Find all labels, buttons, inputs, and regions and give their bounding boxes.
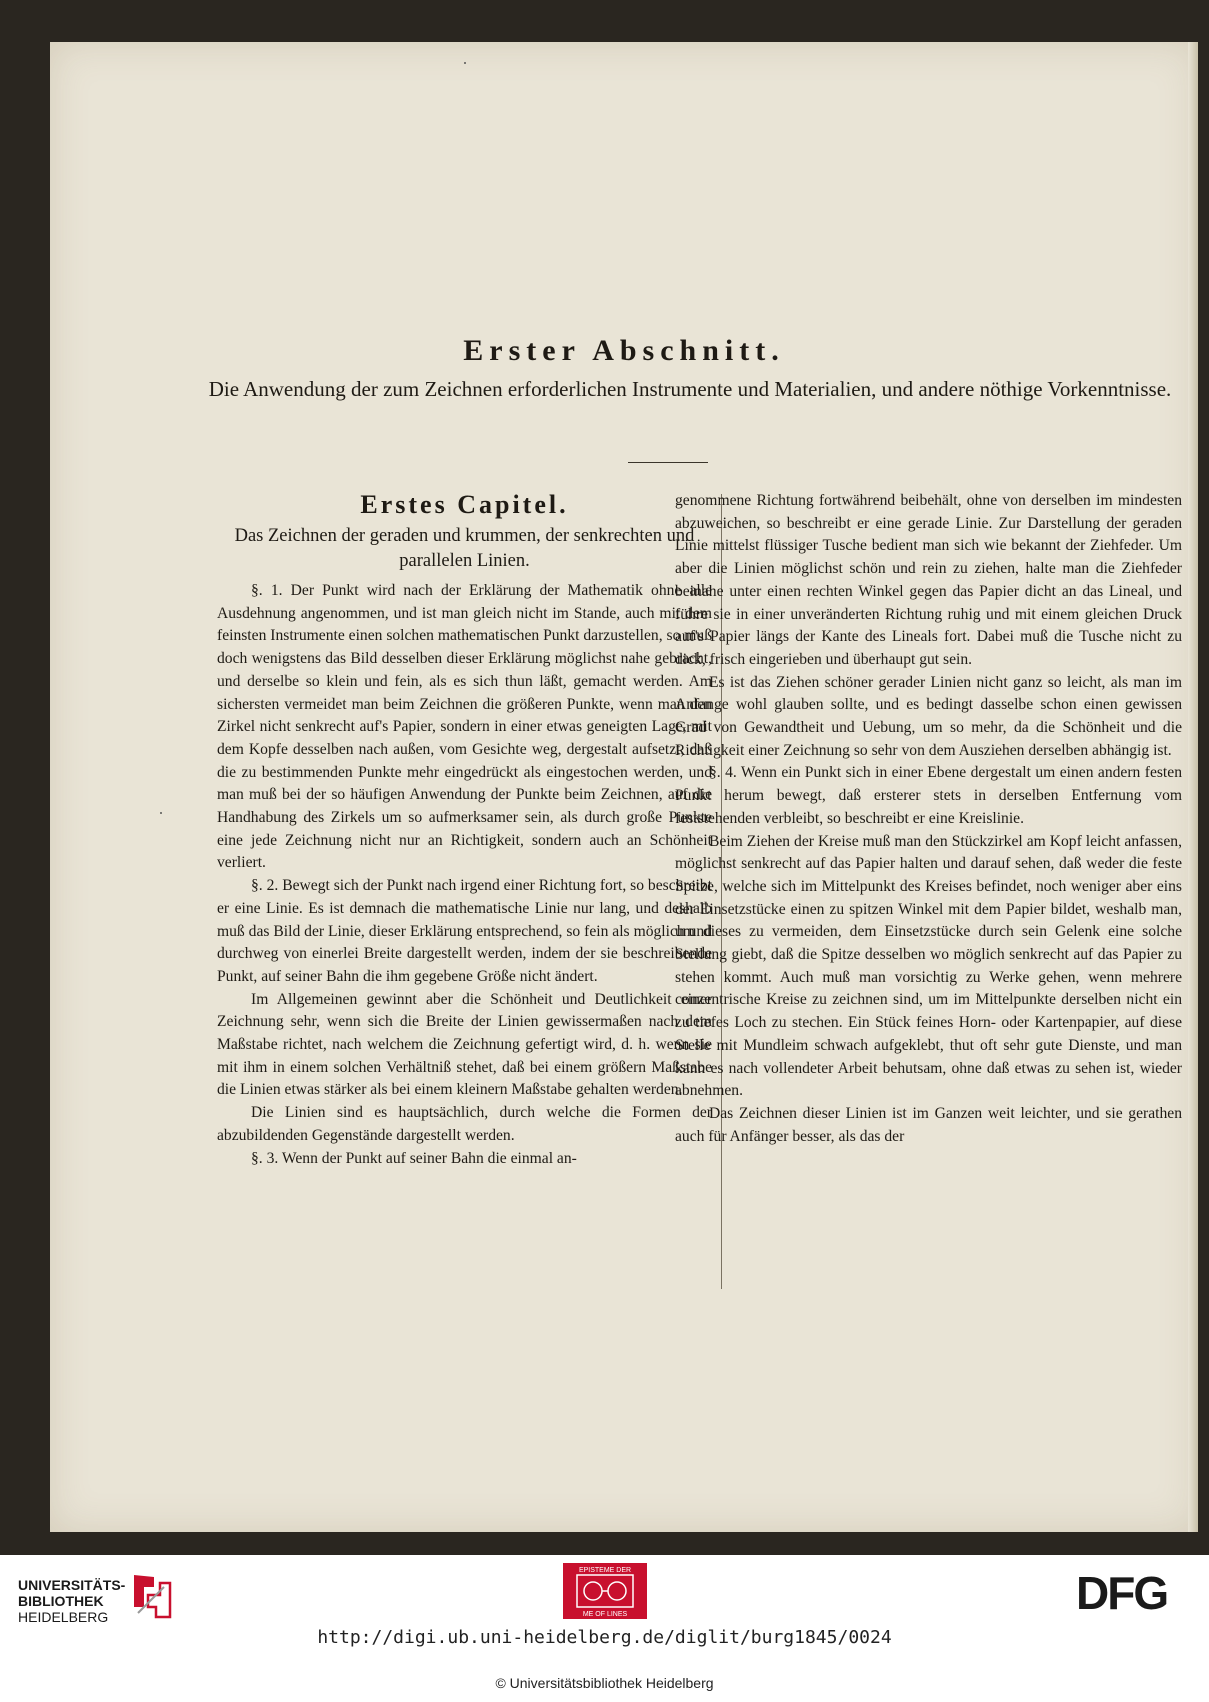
section-subtitle: Die Anwendung der zum Zeichnen erforderlichen Instrumente und Materialien, und andere nöthige Vorkenntnisse. [208,377,1172,401]
episteme-logo-top-text: EPISTEME DER [578,1567,632,1574]
permalink-url[interactable]: http://digi.ub.uni-heidelberg.de/diglit/burg1845/0024 [317,1627,892,1648]
paragraph: Die Linien sind es hauptsächlich, durch welche die Formen der abzubildenden Gegenstände dargestellt werden. [217,1104,712,1144]
section-title: Erster Abschnitt. [463,334,785,367]
library-name-line3: HEIDELBERG [18,1609,109,1625]
ink-speck [464,62,466,64]
university-library-logo[interactable] [18,1567,168,1627]
episteme-logo[interactable] [563,1563,647,1619]
title-divider-rule [628,462,708,463]
paragraph: §. 1. Der Punkt wird nach der Erklärung der Mathematik ohne alle Ausdehnung angenommen, und ist man gleich nicht im Stande, auch mit dem feinsten Instrumente einen solchen mathematischen Punkt darzustellen, so muß doch wenigstens das Bild desselben dieser Erklärung möglichst nahe gebracht, und derselbe so klein und fein, als es sich thun läßt, gemacht werden. Am sichersten vermeidet man beim Zeichnen die größeren Punkte, wenn man den Zirkel nicht senkrecht auf's Papier, sondern in einer etwas geneigten Lage, mit dem Kopfe desselben nach außen, vom Gesichte weg, dergestalt aufsetzt, daß die zu bestimmenden Punkte mehr eingedrückt als eingestochen werden, und man muß bei der so häufigen Anwendung der Punkte beim Zeichnen, auf die Handhabung des Zirkels um so aufmerksamer sein, als durch große Punkte eine jede Zeichnung nicht nur an Richtigkeit, sondern auch an Schönheit verliert. [217,582,712,872]
page-edge-shadow [1188,42,1198,1532]
episteme-logo-bottom-text: ME OF LINES [582,1611,628,1618]
book-page [50,42,1198,1532]
paragraph: §. 3. Wenn der Punkt auf seiner Bahn die einmal an- [251,1149,577,1167]
library-name-line1: UNIVERSITÄTS- [18,1577,126,1593]
chapter-title: Erstes Capitel. [360,490,569,519]
library-emblem-icon [130,1573,176,1625]
chapter-subtitle: Das Zeichnen der geraden und krummen, der senkrechten und parallelen Linien. [234,526,695,571]
paragraph: §. 4. Wenn ein Punkt sich in einer Ebene dergestalt um einen andern festen Punkt herum bewegt, daß ersterer stets in derselben Entfernung vom feststehenden verbleibt, so beschreibt er eine Kreislinie. [675,764,1182,827]
paragraph: Beim Ziehen der Kreise muß man den Stückzirkel am Kopf leicht anfassen, möglichst senkrecht auf das Papier halten und darauf sehen, daß weder die feste Spitze, welche sich im Mittelpunkt des Kreises befindet, noch weniger aber eins der Einsetzstücke einen zu spitzen Winkel mit dem Papier bildet, weshalb man, um dieses zu vermeiden, dem Einsetzstücke durch sein Gelenk eine solche Stellung giebt, daß die Spitze desselben wo möglich senkrecht auf das Papier zu stehen kommt. Auch muß man vorsichtig zu Werke gehen, wenn mehrere conzentrische Kreise zu zeichnen sind, um im Mittelpunkte derselben nicht ein zu tiefes Loch zu stechen. Ein Stück feines Horn- oder Kartenpapier, auf diese Stelle mit Mundleim schwach aufgeklebt, thut oft sehr gute Dienste, und man kann es nach vollendeter Arbeit behutsam, ohne daß etwas zu sehen ist, wieder abnehmen. [675,832,1182,1100]
viewer-footer [0,1555,1209,1702]
right-column [675,490,1182,1148]
copyright-notice: © Universitätsbibliothek Heidelberg [495,1675,714,1691]
paragraph: Im Allgemeinen gewinnt aber die Schönheit und Deutlichkeit einer Zeichnung sehr, wenn sich die Breite der Linien gewissermaßen nach dem Maßstabe richtet, nach welchem die Zeichnung gefertigt wird, d. h. wenn sie mit ihm in einem solchen Verhältniß stehet, daß bei einem größern Maßstabe die Linien etwas stärker als bei einem kleinern Maßstabe gehalten werden. [217,990,712,1099]
paragraph: genommene Richtung fortwährend beibehält, ohne von derselben im mindesten abzuweichen, so beschreibt er eine gerade Linie. Zur Darstellung der geraden Linie mittelst flüssiger Tusche bedient man sich wie bekannt der Ziehfeder. Um aber die Linien möglichst schön und rein zu ziehen, halte man die Ziehfeder beinahe unter einen rechten Winkel gegen das Papier dicht an das Lineal, und führe sie in einer unveränderten Richtung ruhig und mit einem gleichen Druck auf's Papier längs der Kante des Lineals fort. Dabei muß die Tusche nicht zu dick, frisch eingerieben und überhaupt gut sein. [675,492,1182,668]
library-name-line2: BIBLIOTHEK [18,1593,104,1609]
ink-speck [160,812,162,814]
paragraph: Das Zeichnen dieser Linien ist im Ganzen weit leichter, und sie gerathen auch für Anfänger besser, als das der [675,1104,1182,1145]
paragraph: §. 2. Bewegt sich der Punkt nach irgend einer Richtung fort, so beschreibt er eine Linie. Es ist demnach die mathematische Linie nur lang, und deshalb muß das Bild der Linie, dieser Erklärung entsprechend, so fein als möglich und durchweg von einerlei Breite dargestellt werden, indem der sie beschreibende Punkt, auf seiner Bahn die ihm gegebene Größe nicht ändert. [217,877,712,985]
dfg-logo[interactable] [1076,1569,1194,1615]
paragraph: Es ist das Ziehen schöner gerader Linien nicht ganz so leicht, als man im Anfange wohl glauben sollte, und es bedingt dasselbe schon einen gewissen Grad von Gewandtheit und Uebung, um so mehr, da die Schönheit und die Richtigkeit einer Zeichnung so sehr von dem Ausziehen derselben abhängig ist. [675,673,1182,759]
left-column [217,490,712,1170]
dfg-logo-mark [1076,1569,1194,1615]
dfg-logo-text: DFG [1076,1569,1168,1615]
episteme-emblem-icon [563,1563,647,1619]
